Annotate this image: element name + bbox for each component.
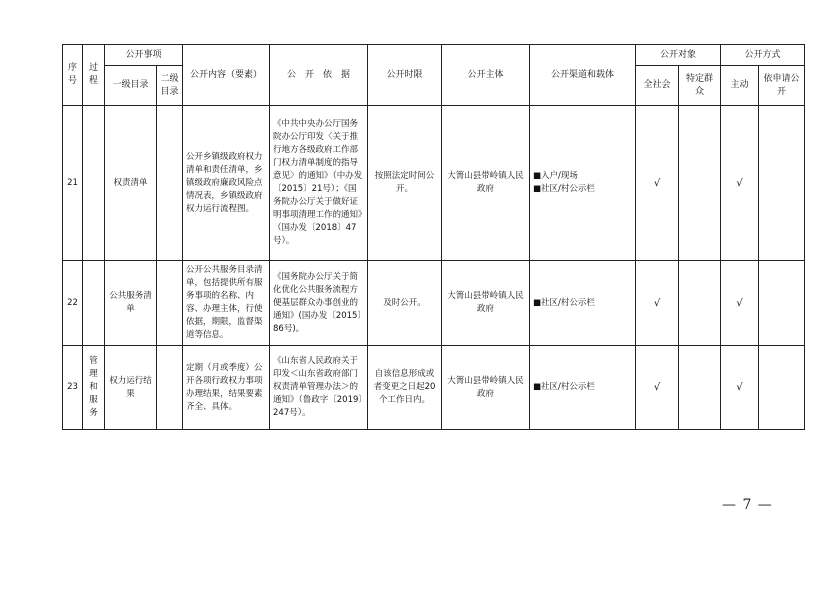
row-channel [530,346,636,430]
table-row [63,106,805,261]
row-active-check: √ [721,346,759,430]
row-society-check: √ [636,261,679,346]
header-level2: 二级目录 [157,66,183,106]
row-process-empty [83,261,105,346]
header-method: 公开方式 [721,45,805,66]
row-specific-check [679,106,721,261]
row-timelimit: 及时公开。 [368,261,442,346]
row-basis: 《国务院办公厅关于简化优化公共服务流程方便基层群众办事创业的通知》(国办发〔2015〕86号)。 [270,261,368,346]
header-subject: 公开主体 [442,45,530,106]
table-row [63,346,805,430]
row-timelimit: 自该信息形成或者变更之日起20个工作日内。 [368,346,442,430]
disclosure-table [62,44,805,430]
channel-item: ■社区/村公示栏 [533,382,595,392]
row-level2 [157,106,183,261]
header-target: 公开对象 [636,45,721,66]
row-apply-check [759,346,805,430]
row-level2 [157,261,183,346]
table-row [63,261,805,346]
channel-item: ■社区/村公示栏 [533,184,595,194]
row-active-check: √ [721,261,759,346]
row-content: 定期（月或季度）公开各项行政权力事项办理结果，结果要素齐全、具体。 [183,346,270,430]
row-channel [530,261,636,346]
row-process-empty [83,106,105,261]
row-seq: 22 [63,261,83,346]
header-active: 主动 [721,66,759,106]
header-items: 公开事项 [105,45,183,66]
header-seq: 序号 [63,45,83,106]
row-basis: 《中共中央办公厅国务院办公厅印发〈关于推行地方各级政府工作部门权力清单制度的指导意见〉的通知》（中办发〔2015〕21号）；《国务院办公厅关于做好证明事项清理工作的通知》（国办发〔2018〕47号）。 [270,106,368,261]
row-subject: 大箐山县带岭镇人民政府 [442,261,530,346]
row-seq: 23 [63,346,83,430]
header-content: 公开内容（要素） [183,45,270,106]
row-channel [530,106,636,261]
page-number: — 7 — [722,497,773,513]
header-channel: 公开渠道和载体 [530,45,636,106]
header-basis: 公 开 依 据 [270,45,368,106]
header-level1: 一级目录 [105,66,157,106]
row-level1: 公共服务清单 [105,261,157,346]
row-society-check: √ [636,106,679,261]
row-content: 公开乡镇级政府权力清单和责任清单，乡镇级政府廉政风险点情况表，乡镇级政府权力运行流程图。 [183,106,270,261]
row-process: 管理和服务 [83,346,105,430]
header-specific: 特定群众 [679,66,721,106]
header-process: 过程 [83,45,105,106]
channel-item: ■社区/村公示栏 [533,297,595,308]
row-content: 公开公共服务目录清单，包括提供所有服务事项的名称、内容、办理主体，行使依据，期限，监督渠道等信息。 [183,261,270,346]
header-row-1 [63,45,805,66]
row-specific-check [679,346,721,430]
header-society: 全社会 [636,66,679,106]
row-society-check: √ [636,346,679,430]
row-timelimit: 按照法定时间公开。 [368,106,442,261]
row-level1: 权力运行结果 [105,346,157,430]
header-timelimit: 公开时限 [368,45,442,106]
row-subject: 大箐山县带岭镇人民政府 [442,106,530,261]
row-seq: 21 [63,106,83,261]
row-active-check: √ [721,106,759,261]
header-apply: 依申请公开 [759,66,805,106]
row-apply-check [759,261,805,346]
channel-item: ■入户/现场 [533,171,578,181]
row-level2 [157,346,183,430]
row-level1: 权责清单 [105,106,157,261]
row-apply-check [759,106,805,261]
row-specific-check [679,261,721,346]
row-basis: 《山东省人民政府关于印发＜山东省政府部门权责清单管理办法＞的通知》（鲁政字〔2019〕247号）。 [270,346,368,430]
row-subject: 大箐山县带岭镇人民政府 [442,346,530,430]
